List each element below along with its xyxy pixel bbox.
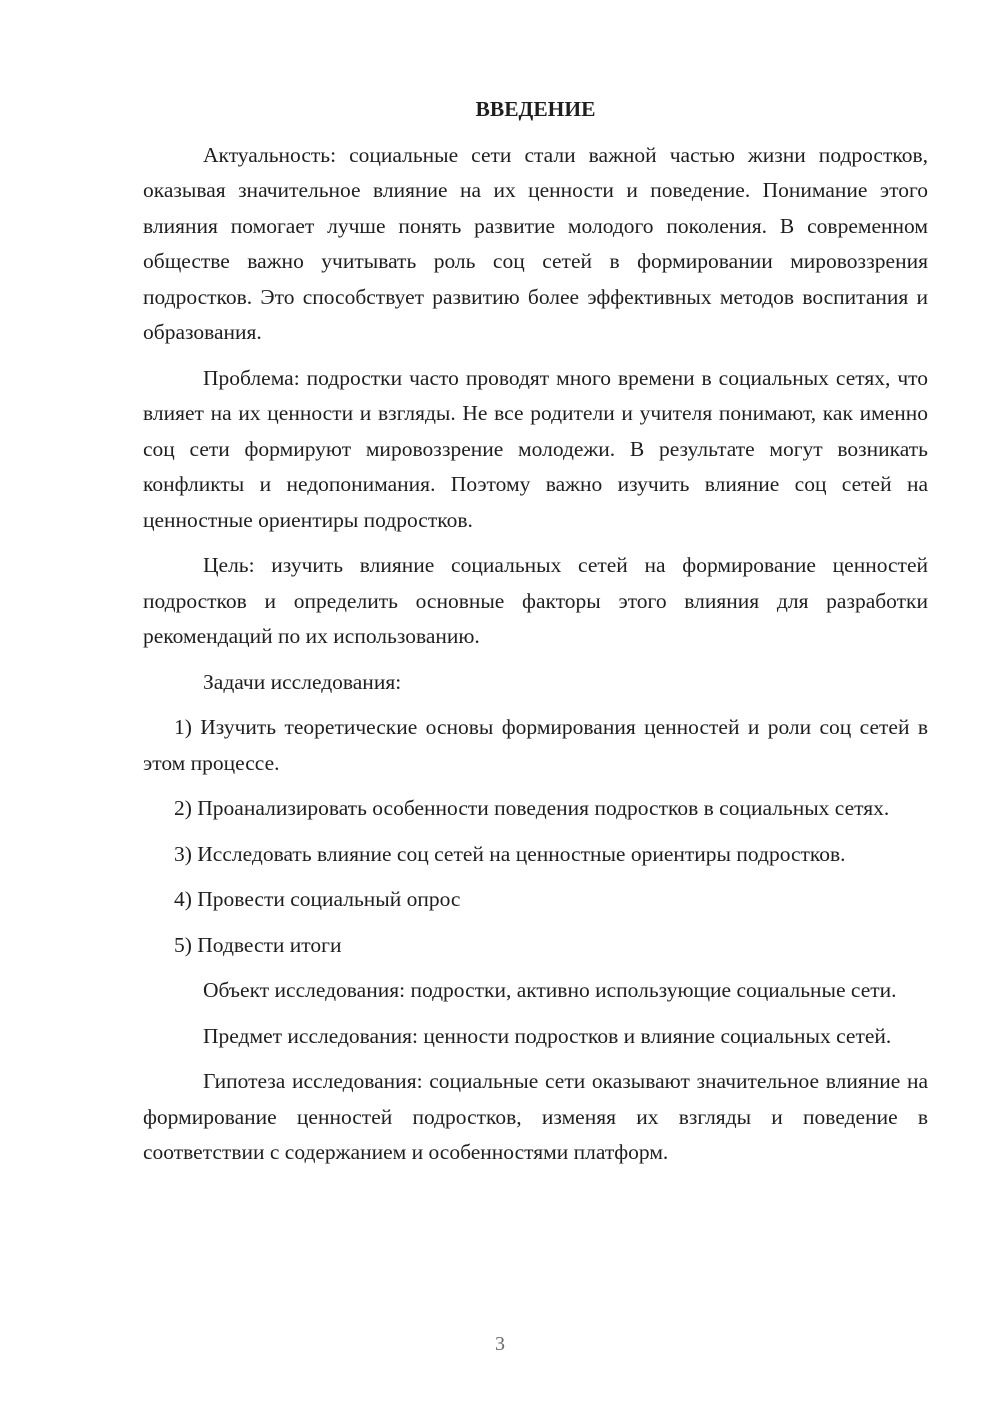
paragraph-tasks-heading: Задачи исследования: — [203, 669, 402, 694]
paragraph-problem: Проблема: подростки часто проводят много времени в социальных сетях, что влияет на их ценности и взгляды. Не все родители и учителя понимают, как именно соц сети формируют мировоззрение молодежи. В результате могут возникать конфликты и недопонимания. Поэтому важно изучить влияние соц сетей на ценностные ориентиры подростков. — [143, 365, 928, 532]
task-item: 2) Проанализировать особенности поведения подростков в социальных сетях. — [174, 796, 890, 820]
paragraph-relevance: Актуальность: социальные сети стали важной частью жизни подростков, оказывая значительное влияние на их ценности и поведение. Понимание этого влияния помогает лучше понять развитие молодого поколения. В современном обществе важно учитывать роль соц сетей в формировании мировоззрения подростков. Это способствует развитию более эффективных методов воспитания и образования. — [143, 142, 928, 344]
task-item: 1) Изучить теоретические основы формирования ценностей и роли соц сетей в этом процессе. — [143, 715, 928, 775]
document-body — [143, 92, 928, 1181]
task-item: 3) Исследовать влияние соц сетей на ценностные ориентиры подростков. — [174, 841, 846, 866]
paragraph-object: Объект исследования: подростки, активно использующие социальные сети. — [203, 978, 897, 1002]
task-item: 4) Провести социальный опрос — [174, 887, 461, 911]
paragraph-goal: Цель: изучить влияние социальных сетей на формирование ценностей подростков и определить основные факторы этого влияния для разработки рекомендаций по их использованию. — [143, 553, 928, 648]
paragraph-subject: Предмет исследования: ценности подростков и влияние социальных сетей. — [203, 1023, 892, 1048]
page-number: 3 — [495, 1333, 505, 1355]
task-list — [143, 710, 928, 963]
paragraph-hypothesis: Гипотеза исследования: социальные сети оказывают значительное влияние на формирование ценностей подростков, изменяя их взгляды и поведение в соответствии с содержанием и особенностями платформ. — [143, 1069, 928, 1164]
task-item: 5) Подвести итоги — [174, 932, 342, 957]
section-title: ВВЕДЕНИЕ — [475, 97, 596, 121]
